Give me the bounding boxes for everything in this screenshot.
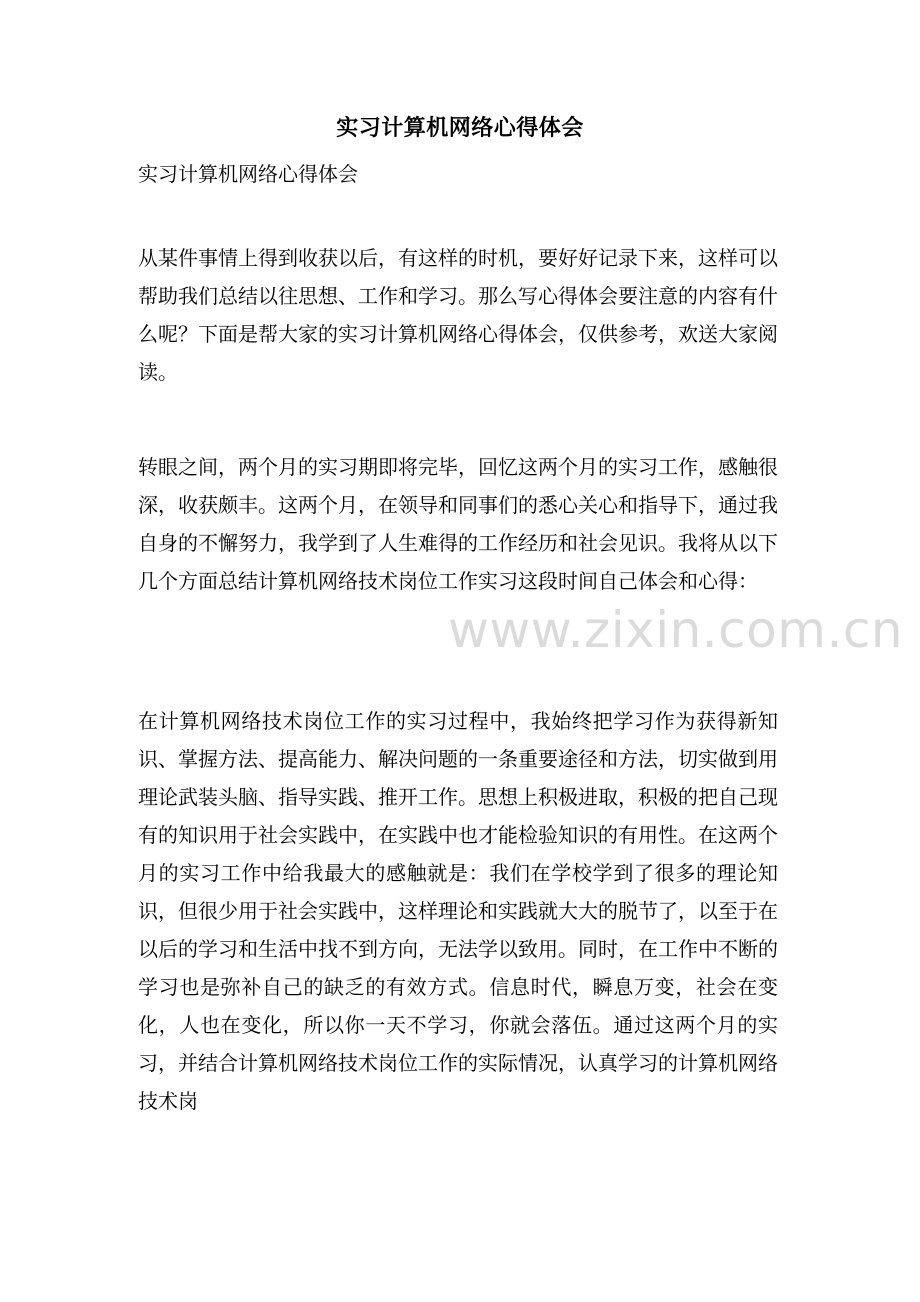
document-title: 实习计算机网络心得体会 [336, 115, 584, 141]
paragraph-intro: 从某件事情上得到收获以后，有这样的时机，要好好记录下来，这样可以帮助我们总结以往思想、工作和学习。那么写心得体会要注意的内容有什么呢？下面是帮大家的实习计算机网络心得体会，仅供参考，欢送大家阅读。 [138, 246, 778, 384]
document-subtitle: 实习计算机网络心得体会 [138, 162, 358, 186]
paragraph-learning: 在计算机网络技术岗位工作的实习过程中，我始终把学习作为获得新知识、掌握方法、提高能力、解决问题的一条重要途径和方法，切实做到用理论武装头脑、指导实践、推开工作。思想上积极进取，积极的把自己现有的知识用于社会实践中，在实践中也才能检验知识的有用性。在这两个月的实习工作中给我最大的感触就是：我们在学校学到了很多的理论知识，但很少用于社会实践中，这样理论和实践就大大的脱节了，以至于在以后的学习和生活中找不到方向，无法学以致用。同时，在工作中不断的学习也是弥补自己的缺乏的有效方式。信息时代，瞬息万变，社会在变化，人也在变化，所以你一天不学习，你就会落伍。通过这两个月的实习，并结合计算机网络技术岗位工作的实际情况，认真学习的计算机网络技术岗 [138, 709, 778, 1113]
paragraph-overview: 转眼之间，两个月的实习期即将完毕，回忆这两个月的实习工作，感触很深，收获颇丰。这两个月，在领导和同事们的悉心关心和指导下，通过我自身的不懈努力，我学到了人生难得的工作经历和社会见识。我将从以下几个方面总结计算机网络技术岗位工作实习这段时间自己体会和心得： [138, 455, 778, 593]
watermark-text: www.zixin.com.cn [448, 601, 904, 659]
